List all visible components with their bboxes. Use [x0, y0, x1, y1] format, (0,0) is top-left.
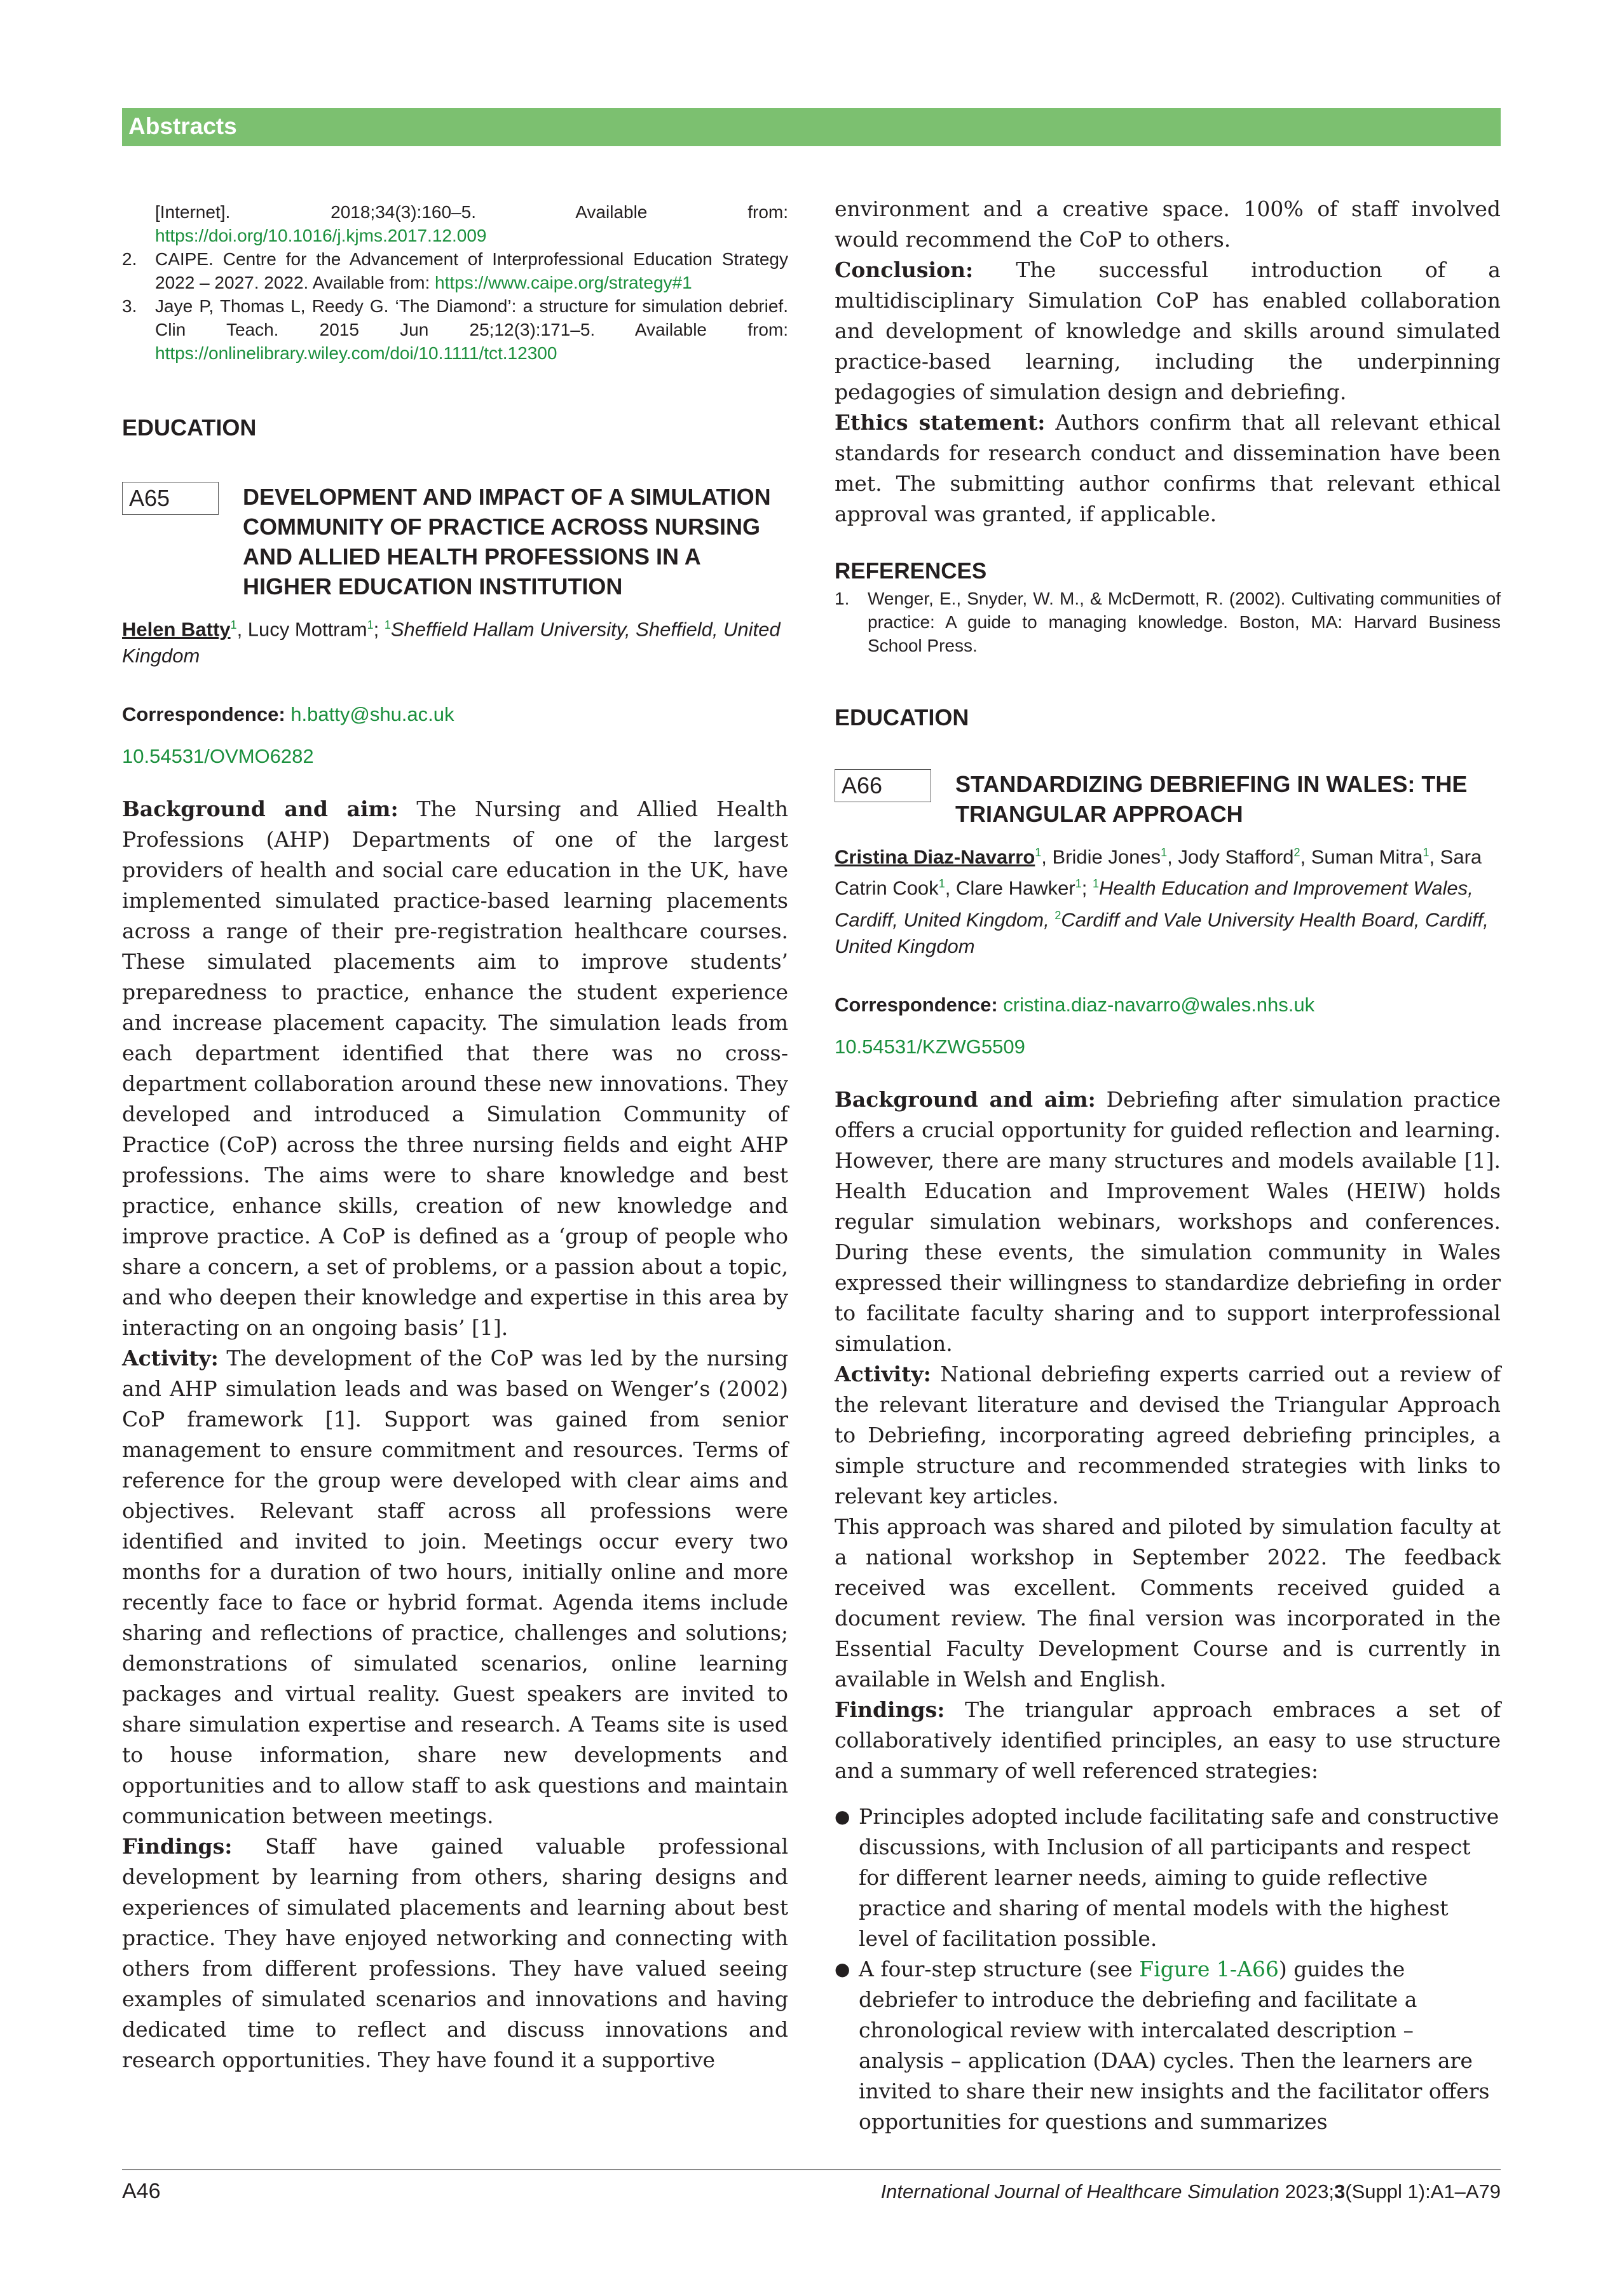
reference-text: [Internet]. 2018;34(3):160–5. Available from:	[155, 202, 788, 222]
findings-continued: environment and a creative space. 100% of staff involved would recommend the CoP to others.	[835, 196, 1501, 252]
abstract-title: DEVELOPMENT AND IMPACT OF A SIMULATION COMMUNITY OF PRACTICE ACROSS NURSING AND ALLIED HEALTH PROFESSIONS IN A HIGHER EDUCATION INSTITUTION	[243, 484, 771, 599]
ethics-paragraph: Ethics statement: Authors confirm that all relevant ethical standards for research conduct and dissemination have been met. The submitting author confirms that relevant ethical approval was granted, if applicable.	[835, 410, 1501, 526]
abstract-title: STANDARDIZING DEBRIEFING IN WALES: THE TRIANGULAR APPROACH	[955, 771, 1468, 827]
abstract-id-box: A65	[122, 482, 219, 515]
activity-paragraph: Activity: The development of the CoP was led by the nursing and AHP simulation leads and was based on Wenger’s (2002) CoP framework [1]. Support was gained from senior management to ensure commitment and resources. Terms of reference for the group were developed with clear aims and objectives. Relevant staff across all professions were identified and invited to join. Meetings occur every two months for a duration of two hours, initially online and more recently face to face or hybrid format. Agenda items include sharing and reflections of practice, challenges and solutions; demonstrations of simulated scenarios, online learning packages and virtual reality. Guest speakers are invited to share simulation expertise and research. A Teams site is used to house information, share new developments and opportunities and to allow staff to ask questions and maintain communication between meetings.	[122, 1346, 788, 1829]
reference-number: 1.	[835, 589, 850, 608]
abstract-body	[122, 794, 788, 2075]
list-item: ● A four-step structure (see Figure 1-A66) guides the debriefer to introduce the debriefing and facilitate a chronological review with intercalated description – analysis – application (DAA) cycles. Then the learners are invited to share their new insights and the facilitator offers opportunities for questions and summarizes	[835, 1954, 1501, 2137]
reference-link[interactable]: https://doi.org/10.1016/j.kjms.2017.12.009	[155, 226, 487, 245]
author: Lucy Mottram	[247, 618, 367, 641]
author-list: Cristina Diaz-Navarro$^1$, Bridie Jones$^1$, Jody Stafford$^2$, Suman Mitra$^1$, Sara Catrin Cook$^1$, Clare Hawker$^1$; $^1$Health Education and Improvement Wales, Cardiff, United Kingdom, $^2$Cardiff and Vale University Health Board, Cardiff, United Kingdom	[835, 845, 1489, 957]
correspondence-label: Correspondence:	[122, 703, 285, 726]
reference-text: Jaye P, Thomas L, Reedy G. ‘The Diamond’: a structure for simulation debrief. Clin Teach. 2015 Jun 25;12(3):171–5. Available from:	[155, 296, 788, 339]
findings-paragraph: Findings: Staff have gained valuable professional development by learning from others, sharing designs and experiences of simulated placements and learning about best practice. They have enjoyed networking and connecting with others from different professions. They have valued seeing examples of simulated scenarios and innovations and having dedicated time to reflect and discuss innovations and research opportunities. They have found it a supportive	[122, 1834, 788, 2073]
affiliation: Health Education and Improvement Wales, Cardiff, United Kingdom,	[835, 877, 1473, 931]
footer-divider	[122, 2169, 1501, 2170]
reference-link[interactable]: https://www.caipe.org/strategy#1	[435, 273, 692, 292]
page-number: A46	[122, 2179, 161, 2203]
abstract-header	[122, 482, 788, 601]
journal-name: International Journal of Healthcare Simulation	[880, 2180, 1279, 2203]
conclusion-paragraph: Conclusion: The successful introduction of a multidisciplinary Simulation CoP has enabled collaboration and development of knowledge and skills around simulated practice-based learning, including the underpinning pedagogies of simulation design and debriefing.	[835, 257, 1501, 404]
journal-citation: International Journal of Healthcare Simulation 2023;3(Suppl 1):A1–A79	[880, 2180, 1501, 2203]
reference-item	[122, 247, 788, 294]
reference-item	[122, 294, 788, 365]
abstract-body	[835, 1084, 1501, 1786]
reference-number: 3.	[122, 296, 137, 316]
reference-text: Wenger, E., Snyder, W. M., & McDermott, R. (2002). Cultivating communities of practice: A guide to managing knowledge. Boston, MA: Harvard Business School Press.	[868, 589, 1501, 655]
abstract-body-continued	[835, 194, 1501, 530]
findings-list	[835, 1802, 1501, 2137]
abstract-header	[835, 769, 1501, 829]
previous-references	[122, 200, 788, 365]
figure-link[interactable]: Figure 1-A66	[1139, 1956, 1279, 1981]
reference-number	[122, 200, 155, 247]
left-column	[122, 194, 788, 2075]
reference-number: 2.	[122, 249, 137, 269]
reference-item	[835, 587, 1501, 657]
reference-text: CAIPE. Centre for the Advancement of Interprofessional Education Strategy 2022 – 2027. 2022. Available from:	[155, 249, 788, 292]
abstract-id-box: A66	[835, 769, 931, 802]
background-paragraph: Background and aim: Debriefing after simulation practice offers a crucial opportunity for guided reflection and learning. However, there are many structures and models available [1]. Health Education and Improvement Wales (HEIW) holds regular simulation webinars, workshops and conferences. During these events, the simulation community in Wales expressed their willingness to standardize debriefing in order to facilitate faculty sharing and to support interprofessional simulation.	[835, 1086, 1501, 1356]
affiliation: Sheffield Hallam University, Sheffield, United Kingdom	[122, 618, 781, 667]
reference-link[interactable]: https://onlinelibrary.wiley.com/doi/10.1111/tct.12300	[155, 343, 557, 363]
author-list: Helen Batty$^1$, Lucy Mottram$^1$; $^1$Sheffield Hallam University, Sheffield, United Kingdom	[122, 618, 781, 667]
correspondence	[835, 992, 1501, 1018]
section-heading: EDUCATION	[122, 414, 257, 441]
correspondence-label: Correspondence:	[835, 993, 998, 1016]
section-banner-label: Abstracts	[128, 113, 237, 139]
reference-item	[122, 200, 788, 247]
background-paragraph: Background and aim: The Nursing and Allied Health Professions (AHP) Departments of one of the largest providers of health and social care education in the UK, have implemented simulated practice-based learning placements across a range of their pre-registration healthcare courses. These simulated placements aim to improve students’ preparedness to practice, enhance the student experience and increase placement capacity. The simulation leads from each department identified that there was no cross-department collaboration around these new innovations. They developed and introduced a Simulation Community of Practice (CoP) across the three nursing fields and eight AHP professions. The aims were to share knowledge and best practice, enhance skills, creation of new knowledge and improve practice. A CoP is defined as a ‘group of people who share a concern, a set of problems, or a passion about a topic, and who deepen their knowledge and expertise in this area by interacting on an ongoing basis’ [1].	[122, 797, 788, 1341]
correspondence-email[interactable]: h.batty@shu.ac.uk	[290, 703, 454, 726]
section-banner	[122, 108, 1501, 146]
correspondence-email[interactable]: cristina.diaz-navarro@wales.nhs.uk	[1003, 993, 1315, 1016]
presenting-author: Helen Batty	[122, 618, 231, 641]
activity-paragraph-2: This approach was shared and piloted by simulation faculty at a national workshop in September 2022. The feedback received was excellent. Comments received guided a document review. The final version was incorporated in the Essential Faculty Development Course and is currently in available in Welsh and English.	[835, 1514, 1501, 1692]
correspondence	[122, 701, 788, 728]
doi-link[interactable]: 10.54531/KZWG5509	[835, 1035, 1025, 1058]
findings-paragraph: Findings: The triangular approach embraces a set of collaboratively identified principles, an easy to use structure and a summary of well referenced strategies:	[835, 1697, 1501, 1783]
presenting-author: Cristina Diaz-Navarro	[835, 845, 1035, 868]
references-heading: REFERENCES	[835, 559, 987, 584]
right-column	[835, 194, 1501, 2137]
affiliation: Cardiff and Vale University Health Board, Cardiff, United Kingdom	[835, 908, 1489, 957]
activity-paragraph: Activity: National debriefing experts carried out a review of the relevant literature and devised the Triangular Approach to Debriefing, incorporating agreed debriefing principles, a simple structure and recommended strategies with links to relevant key articles.	[835, 1361, 1501, 1508]
section-heading: EDUCATION	[835, 704, 969, 730]
list-item: ● Principles adopted include facilitating safe and constructive discussions, with Inclusion of all participants and respect for different learner needs, aiming to guide reflective practice and sharing of mental models with the highest level of facilitation possible.	[835, 1802, 1501, 1954]
doi-link[interactable]: 10.54531/OVMO6282	[122, 745, 314, 768]
references-list	[835, 587, 1501, 657]
